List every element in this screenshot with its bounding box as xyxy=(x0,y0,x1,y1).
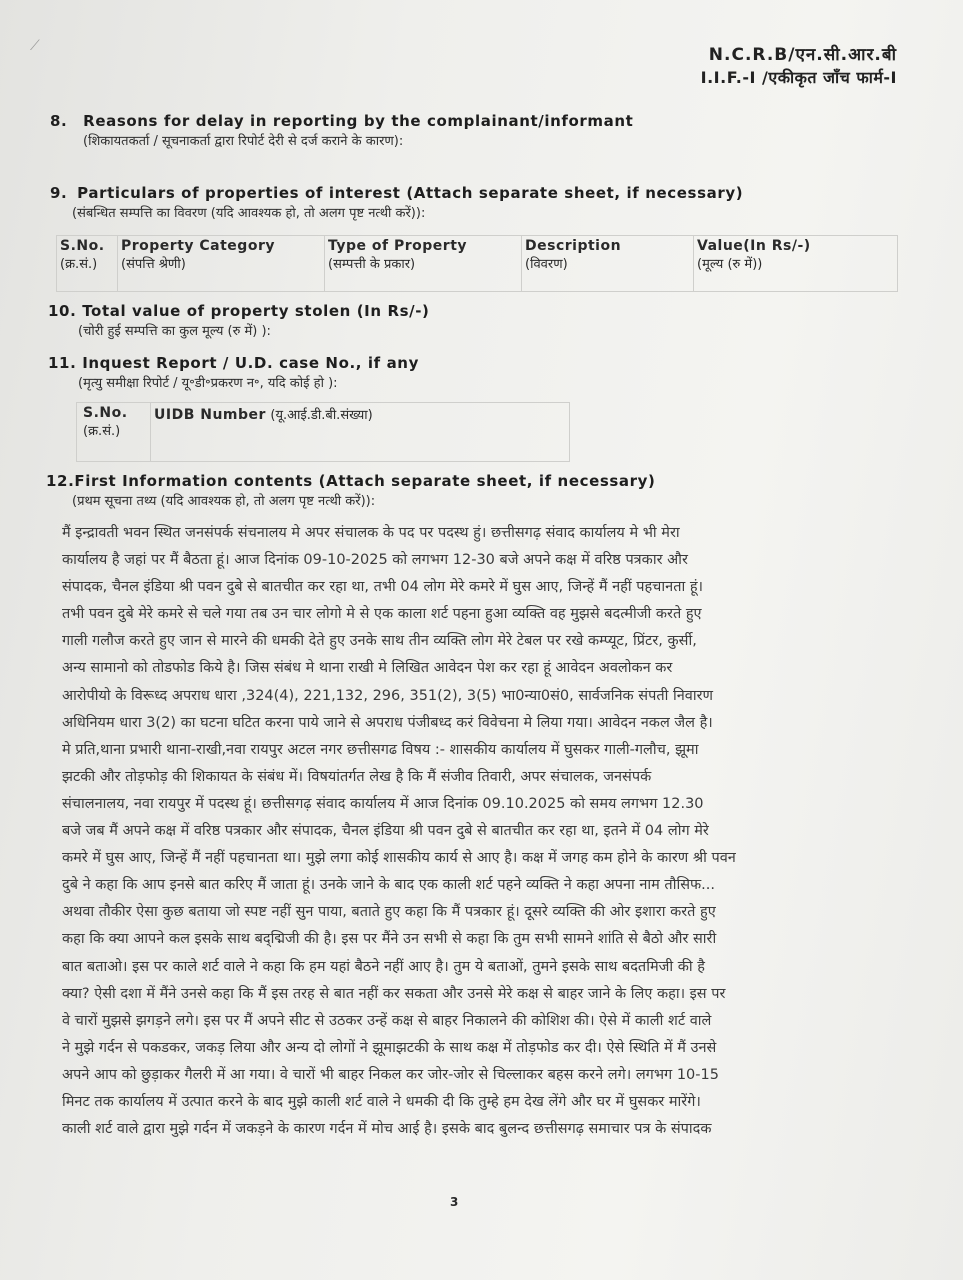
section-9-number: 9. xyxy=(50,184,68,202)
page-number: 3 xyxy=(450,1195,459,1209)
first-information-contents xyxy=(62,520,882,1143)
section-12-title: First Information contents (Attach separate sheet, if necessary) xyxy=(74,472,656,490)
fir-text-line: कमरे में घुस आए, जिन्हें मैं नहीं पहचानता था। मुझे लगा कोई शासकीय कार्य से आए है। कक्ष में जगह कम होने के कारण श्री पवन xyxy=(62,850,736,867)
section-12-number: 12. xyxy=(46,472,75,490)
fir-text-line: ने मुझे गर्दन से पकडकर, जकड़ लिया और अन्य दो लोगों ने झूमाझटकी के साथ कक्ष में तोड़फोड कर दी। ऐसे स्थिति में मैं उनसे xyxy=(62,1039,717,1056)
col-value: Value(In Rs/-) (मूल्य (रु में)) xyxy=(694,236,898,292)
section-11-number: 11. xyxy=(48,354,77,372)
fir-text-line: तभी पवन दुबे मेरे कमरे से चले गया तब उन चार लोगो मे से एक काला शर्ट पहना हुआ व्यक्ति वह मुझसे बदत्मीजी करते हुए xyxy=(62,606,702,623)
properties-table-header xyxy=(57,236,898,292)
fir-text-line: बजे जब मैं अपने कक्ष में वरिष्ठ पत्रकार और संपादक, चैनल इंडिया श्री पवन दुबे से बातचीत कर रहा था, इतने में 04 लोग मेरे xyxy=(62,823,709,840)
section-11 xyxy=(48,354,419,391)
section-9-title-hindi: (संबन्धित सम्पत्ति का विवरण (यदि आवश्यक हो, तो अलग पृष्ट नत्थी करें)): xyxy=(72,206,426,221)
fir-text-line: क्या? ऐसी दशा में मैंने उनसे कहा कि मैं इस तरह से बात नहीं कर सकता और उनसे मेरे कक्ष से बाहर जाने के लिए कहा। इस पर xyxy=(62,985,726,1002)
fir-text-line: आरोपीयो के विरूध्द अपराध धारा ,324(4), 221,132, 296, 351(2), 3(5) भा0न्या0सं0, सार्वजनिक संपती निवारण xyxy=(62,687,713,704)
section-8 xyxy=(50,112,633,149)
form-name: I.I.F.-I /एकीकृत जाँच फार्म-I xyxy=(700,68,897,87)
fir-text-line: दुबे ने कहा कि आप इनसे बात करिए मैं जाता हूं। उनके जाने के बाद एक काली शर्ट पहने व्यक्ति ने कहा अपना नाम तौसिफ... xyxy=(62,877,716,894)
col-property-category: Property Category (संपत्ति श्रेणी) xyxy=(118,236,325,292)
col-type-of-property: Type of Property (सम्पत्ती के प्रकार) xyxy=(325,236,522,292)
col-uidb-number: UIDB Number (यू.आई.डी.बी.संख्या) xyxy=(151,403,570,462)
corner-mark: ⟋ xyxy=(30,38,40,54)
section-8-title: Reasons for delay in reporting by the complainant/informant xyxy=(83,112,634,130)
col-description: Description (विवरण) xyxy=(522,236,694,292)
fir-text-line: संपादक, चैनल इंडिया श्री पवन दुबे से बातचीत कर रहा था, तभी 04 लोग मेरे कमरे में घुस आए, जिन्हें मैं नहीं पहचानता हूं। xyxy=(62,579,704,596)
section-9 xyxy=(50,184,743,221)
fir-text-line: कहा कि क्या आपने कल इसके साथ बद्‌द्मिजी की है। इस पर मैंने उन सभी से कहा कि तुम सभी सामने शांति से बैठो और सारी xyxy=(62,931,717,948)
section-10 xyxy=(48,302,430,339)
fir-text-line: झटकी और तोड़फोड़ की शिकायत के संबंध में। विषयांतर्गत लेख है कि मैं संजीव तिवारी, अपर संचालक, जनसंपर्क xyxy=(62,768,652,785)
fir-text-line: अन्य सामानो को तोडफोड किये है। जिस संबंध मे थाना राखी मे लिखित आवेदन पेश कर रहा हूं आवेदन अवलोकन कर xyxy=(62,660,673,677)
fir-text-line: मिनट तक कार्यालय में उत्पात करने के बाद मुझे काली शर्ट वाले ने धमकी दी कि तुम्हे हम देख लेंगे और घर में घुसकर मारेंगे। xyxy=(62,1093,701,1110)
fir-text-line: अपने आप को छुड़ाकर गैलरी में आ गया। वे चारों भी बाहर निकल कर जोर-जोर से चिल्लाकर बहस करने लगे। लगभग 10-15 xyxy=(62,1066,719,1083)
properties-table xyxy=(56,235,898,292)
section-12 xyxy=(46,472,655,509)
section-11-title-hindi: (मृत्यु समीक्षा रिपोर्ट / यू॰डी॰प्रकरण न॰, यदि कोई हो ): xyxy=(78,376,338,391)
fir-text-line: वे चारों मुझसे झगड़ने लगे। इस पर मैं अपने सीट से उठकर उन्हें कक्ष से बाहर निकालने की कोशिश की। ऐसे में काली शर्ट वाले xyxy=(62,1012,712,1029)
inquest-table-header xyxy=(77,403,570,462)
section-8-title-hindi: (शिकायतकर्ता / सूचनाकर्ता द्वारा रिपोर्ट देरी से दर्ज कराने के कारण): xyxy=(83,134,404,149)
section-9-title: Particulars of properties of interest (Attach separate sheet, if necessary) xyxy=(77,184,744,202)
fir-text-line: बात बताओ। इस पर काले शर्ट वाले ने कहा कि हम यहां बैठने नहीं आए है। तुम ये बताओं, तुमने इसके साथ बदतमिजी की है xyxy=(62,958,705,975)
col-sno: S.No. (क्र.सं.) xyxy=(57,236,118,292)
col-sno: S.No. (क्र.सं.) xyxy=(77,403,151,462)
section-12-title-hindi: (प्रथम सूचना तथ्य (यदि आवश्यक हो, तो अलग पृष्ट नत्थी करें)): xyxy=(72,494,376,509)
section-10-title-hindi: (चोरी हुई सम्पत्ति का कुल मूल्य (रु में) ): xyxy=(78,324,271,339)
form-code: N.C.R.B/एन.सी.आर.बी xyxy=(708,45,897,65)
fir-text-line: गाली गलौज करते हुए जान से मारने की धमकी देते हुए उनके साथ तीन व्यक्ति लोग मेरे टेबल पर रखे कम्प्यूट, प्रिंटर, कुर्सी, xyxy=(62,633,697,650)
fir-text-line: काली शर्ट वाले द्वारा मुझे गर्दन में जकड़ने के कारण गर्दन में मोच आई है। इसके बाद बुलन्द छत्तीसगढ़ समाचार पत्र के संपादक xyxy=(62,1121,712,1138)
inquest-table xyxy=(76,402,570,462)
section-10-number: 10. xyxy=(48,302,77,320)
section-11-title: Inquest Report / U.D. case No., if any xyxy=(82,354,419,372)
fir-text-line: कार्यालय है जहां पर मैं बैठता हूं। आज दिनांक 09-10-2025 को लगभग 12-30 बजे अपने कक्ष में वरिष्ठ पत्रकार और xyxy=(62,552,688,569)
fir-text-line: अधिनियम धारा 3(2) का घटना घटित करना पाये जाने से अपराध पंजीबध्द करं विवेचना मे लिया गया। आवेदन नकल जैल है। xyxy=(62,714,713,731)
section-10-title: Total value of property stolen (In Rs/-) xyxy=(82,302,430,320)
fir-text-line: संचालनालय, नवा रायपुर में पदस्थ हूं। छत्तीसगढ़ संवाद कार्यालय में आज दिनांक 09.10.2025 को समय लगभग 12.30 xyxy=(62,795,704,812)
fir-text-line: मे प्रति,थाना प्रभारी थाना-राखी,नवा रायपुर अटल नगर छत्तीसगढ विषय :- शासकीय कार्यालय में घुसकर गाली-गलौच, झूमा xyxy=(62,741,699,758)
section-8-number: 8. xyxy=(50,112,68,130)
fir-text-line: मैं इन्द्रावती भवन स्थित जनसंपर्क संचनालय मे अपर संचालक के पद पर पदस्थ हुं। छत्तीसगढ़ संवाद कार्यालय मे भी मेरा xyxy=(62,525,680,541)
fir-text-line: अथवा तौकीर ऐसा कुछ बताया जो स्पष्ट नहीं सुन पाया, बताते हुए कहा कि मैं पत्रकार हूं। दूसरे व्यक्ति की ओर इशारा करते हुए xyxy=(62,904,716,921)
